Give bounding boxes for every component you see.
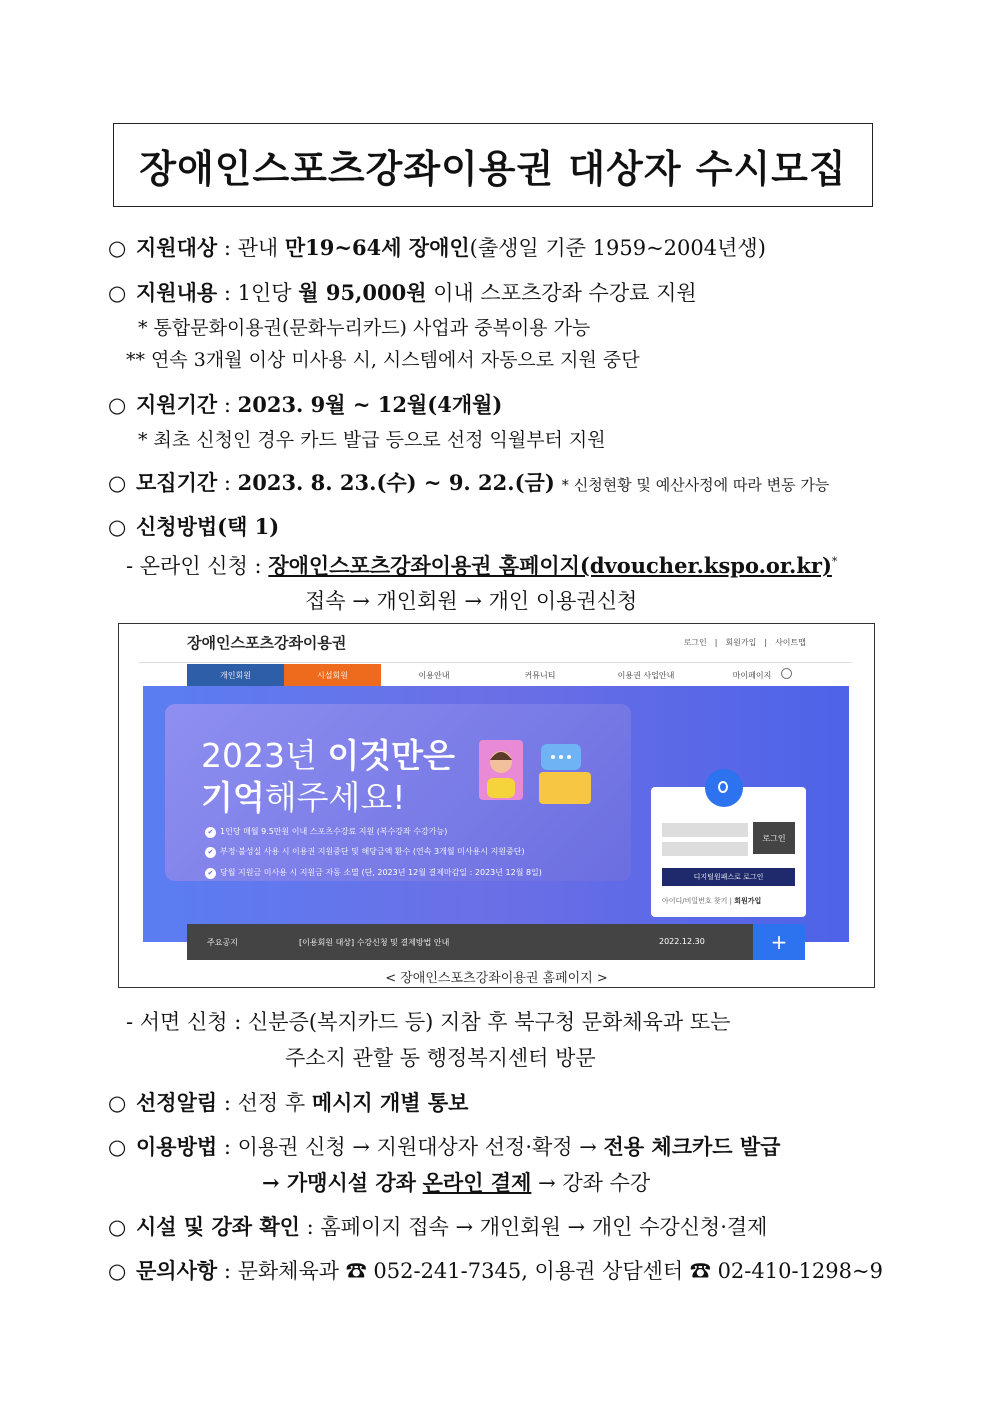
nav-facility: 시설회원	[284, 664, 381, 686]
password-input	[662, 842, 748, 856]
sep: :	[223, 393, 231, 417]
label-recruit: 모집기간	[136, 470, 218, 495]
nav-business: 이용권 사업안내	[617, 670, 675, 680]
label-method: 신청방법(택 1)	[136, 514, 280, 539]
text: 1인당	[237, 281, 292, 305]
row-inquiry	[108, 1255, 883, 1285]
text: 2023년	[201, 736, 328, 775]
row-notify	[108, 1087, 468, 1117]
plus-icon: +	[753, 924, 805, 960]
row-content	[108, 277, 697, 307]
homepage-screenshot	[118, 623, 875, 988]
text: 이내 스포츠강좌 수강료 지원	[433, 281, 697, 305]
sep: :	[223, 281, 231, 305]
note-period: * 최초 신청인 경우 카드 발급 등으로 선정 익월부터 지원	[138, 429, 606, 451]
lock-icon	[705, 769, 743, 807]
hero-bullet-1: ✔ 1인당 매월 9.5만원 이내 스포츠수강료 지원 (복수강좌 수강가능)	[205, 826, 447, 838]
bullet: ○	[108, 236, 127, 260]
strong-text: 월 95,000원	[298, 280, 427, 305]
screenshot-caption: < 장애인스포츠강좌이용권 홈페이지 >	[385, 971, 608, 986]
offline-apply-1: - 서면 신청 : 신분증(복지카드 등) 지참 후 북구청 문화체육과 또는	[126, 1010, 731, 1034]
online-path: 접속 → 개인회원 → 개인 이용권신청	[305, 589, 638, 613]
strong-text: 2023. 8. 23.(수) ~ 9. 22.(금)	[237, 470, 555, 495]
bullet: ○	[108, 1091, 127, 1115]
find-link: 아이디/비밀번호 찾기	[662, 897, 728, 905]
nav-community: 커뮤니티	[524, 670, 556, 680]
row-method	[108, 511, 279, 541]
sep: :	[223, 471, 231, 495]
bullet: ○	[108, 281, 127, 305]
site-nav	[187, 664, 805, 686]
text: 이용권 신청 → 지원대상자 선정·확정 →	[237, 1135, 597, 1159]
sep: :	[223, 1259, 231, 1283]
text: 문화체육과 ☎ 052-241-7345, 이용권 상담센터 ☎ 02-410-1298~9	[237, 1259, 883, 1283]
row-usage	[108, 1131, 780, 1161]
label-notify: 선정알림	[136, 1090, 218, 1115]
hero-bullet-3: ✔ 당월 지원금 미사용 시 지원금 자동 소멸 (단, 2023년 12월 결제마감일 : 2023년 12월 8일)	[205, 867, 542, 879]
bullet: ○	[108, 393, 127, 417]
strong-text: 만19~64세 장애인	[284, 235, 470, 260]
join-link: 회원가입	[734, 897, 762, 905]
text: - 온라인 신청 :	[126, 554, 262, 578]
label-confirm: 시설 및 강좌 확인	[136, 1214, 300, 1239]
nav-divider	[139, 662, 852, 663]
notice-date: 2022.12.30	[659, 937, 705, 946]
label-period: 지원기간	[136, 392, 218, 417]
row-confirm	[108, 1211, 767, 1241]
sep: :	[306, 1215, 314, 1239]
site-logo: 장애인스포츠강좌이용권	[187, 634, 347, 652]
strong-text: → 가맹시설 강좌	[262, 1170, 416, 1195]
text: 이것만은	[327, 736, 455, 775]
strong-text: 온라인 결제	[422, 1170, 532, 1195]
label-content: 지원내용	[136, 280, 218, 305]
top-links: 로그인 | 회원가입 | 사이트맵	[683, 638, 806, 647]
page-title: 장애인스포츠강좌이용권 대상자 수시모집	[139, 146, 847, 191]
digital-onepass-button: 디지털원패스로 로그인	[662, 868, 795, 886]
strong-text: 메시지 개별 통보	[311, 1090, 469, 1115]
row-recruit	[108, 467, 829, 497]
notice-bar	[187, 924, 753, 960]
strong-text: 전용 체크카드 발급	[603, 1134, 781, 1159]
text: 홈페이지 접속 → 개인회원 → 개인 수강신청·결제	[320, 1215, 768, 1239]
login-button: 로그인	[753, 822, 795, 854]
label-usage: 이용방법	[136, 1134, 218, 1159]
star: *	[831, 555, 838, 568]
sep: :	[223, 1091, 231, 1115]
find-account: 아이디/비밀번호 찾기 | 회원가입	[662, 897, 762, 905]
hero-line-2	[201, 772, 406, 819]
hero-line-1	[201, 730, 455, 777]
person-illustration-icon	[479, 734, 599, 806]
id-input	[662, 823, 748, 837]
notice-text: [이용회원 대상] 수강신청 및 결제방법 안내	[299, 938, 450, 947]
bullet: ○	[108, 515, 127, 539]
bullet: ○	[108, 471, 127, 495]
nav-mypage: 마이페이지	[732, 670, 772, 680]
label-target: 지원대상	[136, 235, 218, 260]
text: 기억	[201, 778, 265, 817]
search-icon	[781, 668, 792, 679]
offline-apply-2: 주소지 관할 동 행정복지센터 방문	[285, 1046, 596, 1070]
nav-personal: 개인회원	[187, 664, 284, 686]
text: 관내	[237, 236, 279, 260]
strong-text: 2023. 9월 ~ 12월(4개월)	[237, 392, 503, 417]
nav-guide: 이용안내	[418, 670, 450, 680]
online-apply	[126, 550, 837, 580]
text: → 강좌 수강	[538, 1171, 651, 1195]
text: (출생일 기준 1959~2004년생)	[469, 236, 766, 260]
bullet: ○	[108, 1135, 127, 1159]
usage-line-2	[262, 1167, 650, 1197]
text: 선정 후	[237, 1091, 306, 1115]
row-period	[108, 389, 502, 419]
label-inquiry: 문의사항	[136, 1258, 218, 1283]
join-link: 회원가입	[725, 638, 757, 647]
homepage-link[interactable]: 장애인스포츠강좌이용권 홈페이지(dvoucher.kspo.or.kr)	[268, 553, 832, 578]
notice-label: 주요공지	[207, 938, 238, 947]
sitemap-link: 사이트맵	[775, 638, 806, 647]
bullet: ○	[108, 1259, 127, 1283]
note-content-1: * 통합문화이용권(문화누리카드) 사업과 중복이용 가능	[138, 317, 591, 339]
text: 해주세요!	[264, 778, 406, 817]
bullet: ○	[108, 1215, 127, 1239]
note-recruit: * 신청현황 및 예산사정에 따라 변동 가능	[561, 476, 830, 494]
hero-bullet-2: ✔ 부정·불성실 사용 시 이용권 지원중단 및 해당금액 환수 (연속 3개월 미사용시 지원중단)	[205, 846, 525, 858]
sep: :	[223, 1135, 231, 1159]
row-target	[108, 232, 766, 262]
login-link: 로그인	[683, 638, 707, 647]
sep: :	[223, 236, 231, 260]
title-box	[113, 123, 873, 207]
note-content-2: ** 연속 3개월 이상 미사용 시, 시스템에서 자동으로 지원 중단	[126, 349, 640, 371]
